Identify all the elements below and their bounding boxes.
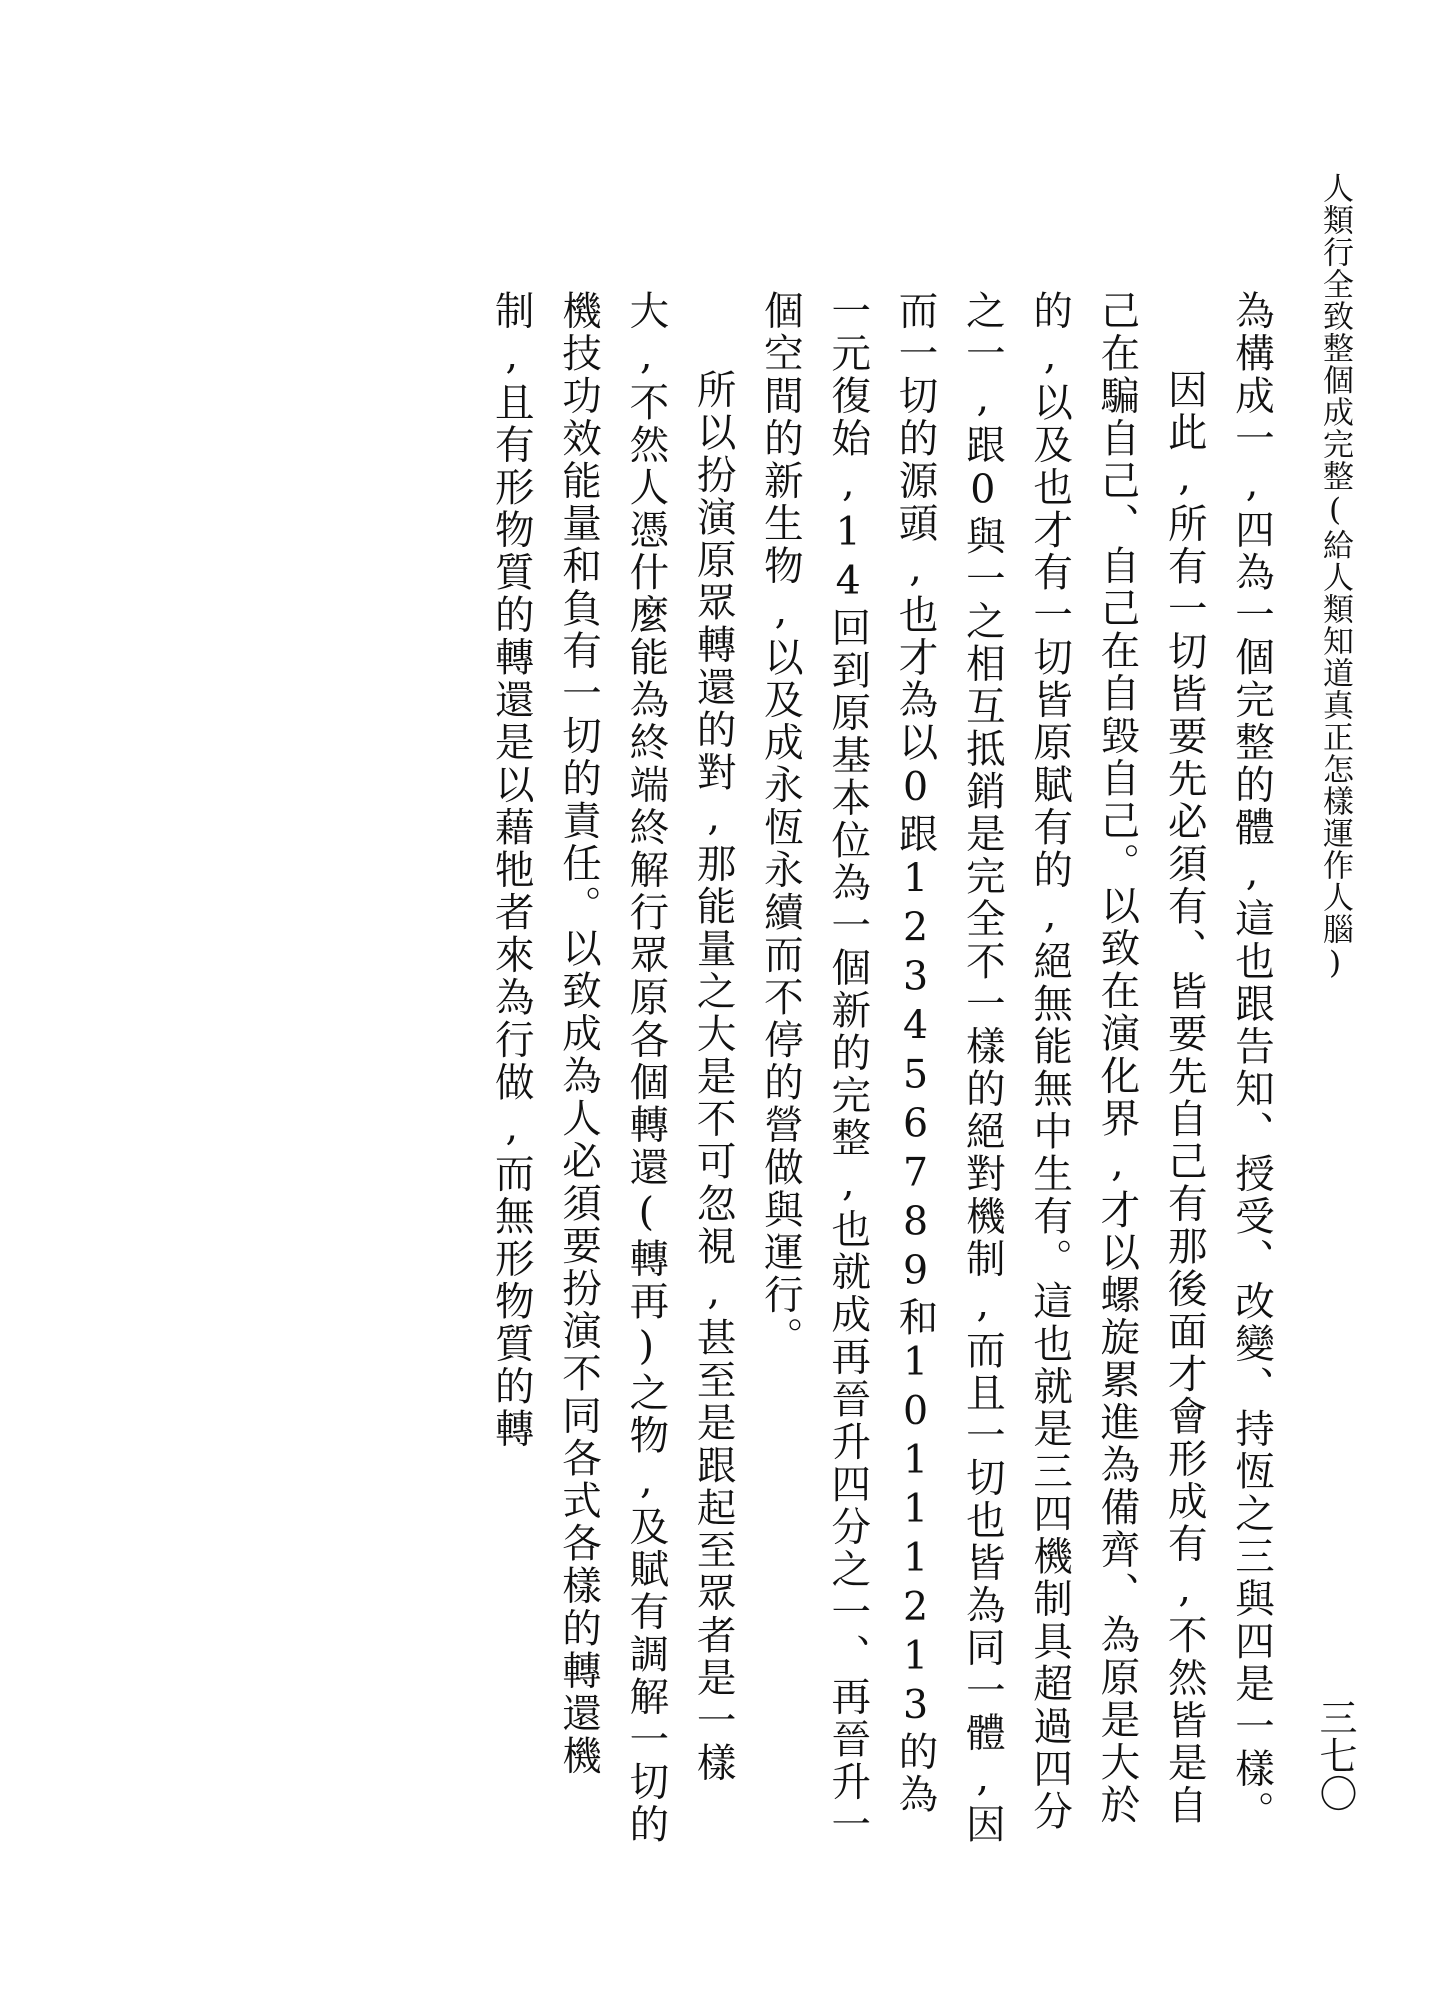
page-number: 三七〇: [1313, 1698, 1357, 1812]
body-text: [165, 290, 1285, 1850]
running-header-title: 人類行全致整個成完整(給人類知道真正怎樣運作人腦): [1317, 172, 1353, 982]
paragraph-1: 為構成一,四為一個完整的體,這也跟告知、授受、改變、持恆之三與四是一樣。: [1229, 290, 1275, 1833]
paragraph-2: 因此,所有一切皆要先必須有、皆要先自己有那後面才會形成有,不然皆是自己在騙自己、自己在自毀自己。以致在演化界,才以螺旋累進為備齊、為原是大於的,以及也才有一切皆原賦有的,絕無能無中生有。這也就是三四機制具超過四分之一,跟0與一之相互抵銷是完全不一樣的絕對機制,而且一切也皆為同一體,因而一切的源頭,也才為以0跟123456789和10111213的為一元復始,14回到原基本位為一個新的完整,也就成再晉升四分之一、再晉升一個空間的新生物,以及成永恆永續而不停的營做與運行。: [757, 290, 1208, 1846]
paragraph-3: 所以扮演原眾轉還的對,那能量之大是不可忽視,甚至是跟起至眾者是一樣大,不然人憑什麼能為終端終解行眾原各個轉還(轉再)之物,及賦有調解一切的機技功效能量和負有一切的責任。以致成為人必須要扮演不同各式各樣的轉還機制,且有形物質的轉還是以藉牠者來為行做,而無形物質的轉: [488, 290, 737, 1846]
